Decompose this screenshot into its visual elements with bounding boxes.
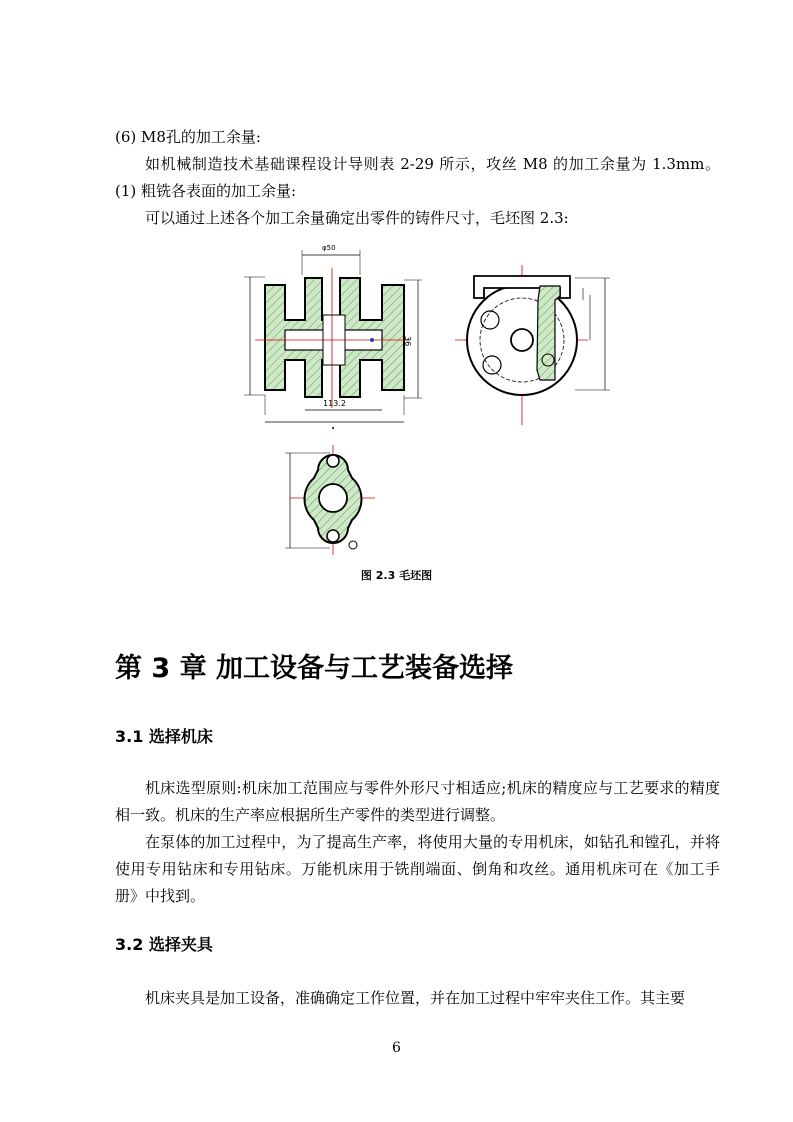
paragraph-fixture: 机床夹具是加工设备，准确确定工作位置，并在加工过程中牢牢夹住工作。其主要 — [145, 989, 686, 1007]
chapter-title: 第 3 章 加工设备与工艺装备选择 — [115, 653, 513, 684]
dim-phi50-label: φ50 — [322, 244, 336, 252]
paragraph-allowance-desc: 如机械制造技术基础课程设计导则表 2-29 所示，攻丝 M8 的加工余量为 1.3mm。(1) 粗铣各表面的加工余量: — [115, 155, 720, 200]
dim-113-label: 113.2 — [323, 399, 346, 408]
paragraph-machine-usage: 在泵体的加工过程中，为了提高生产率，将使用大量的专用机床，如钻孔和镗孔，并将使用专用钻床和专用钻床。万能机床用于铣削端面、倒角和攻丝。通用机床可在《加工手册》中找到。 — [115, 833, 720, 905]
figure-caption: 图 2.3 毛坯图 — [360, 569, 433, 582]
section-3-1-title: 3.1 选择机床 — [115, 727, 213, 746]
dim-36-label: 36 — [403, 336, 412, 347]
page-number: 6 — [392, 1040, 401, 1056]
front-section-view — [244, 244, 422, 429]
paragraph-blank-size: 可以通过上述各个加工余量确定出零件的铸件尺寸，毛坯图 2.3: — [145, 209, 569, 227]
side-view — [455, 265, 610, 425]
paragraph-machine-selection: 机床选型原则:机床加工范围应与零件外形尺寸相适应;机床的精度应与工艺要求的精度相一致。机床的生产率应根据所生产零件的类型进行调整。 — [115, 779, 720, 824]
paragraph-allowance-m8: (6) M8孔的加工余量: — [115, 128, 261, 146]
section-3-2-title: 3.2 选择夹具 — [115, 935, 213, 954]
top-view — [285, 445, 375, 555]
